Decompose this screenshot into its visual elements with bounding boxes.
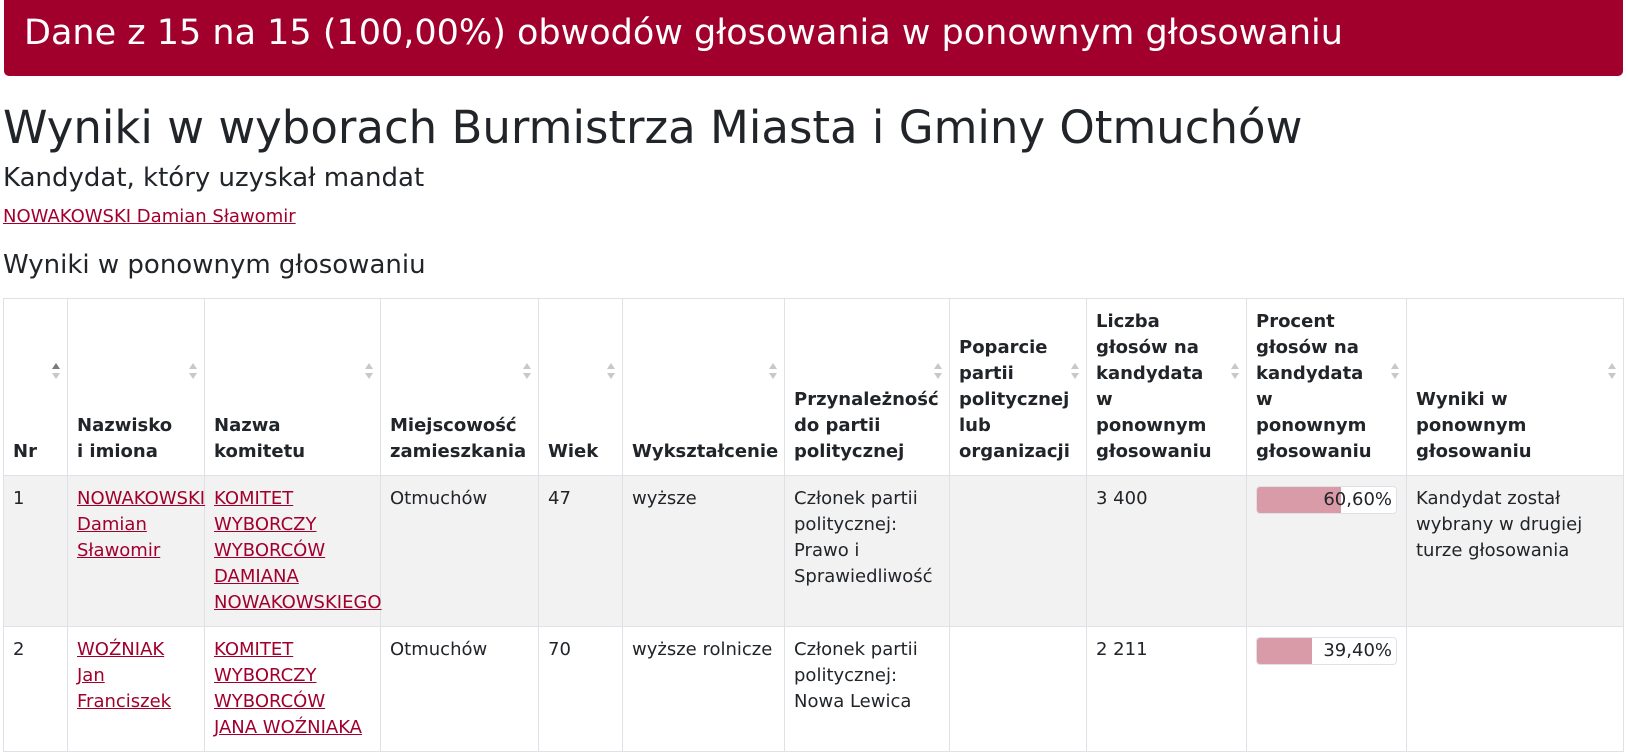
column-header-residence[interactable] [381,299,539,476]
sort-ascending-icon [52,363,60,381]
percent-progress-bar [1256,486,1397,514]
column-header-label: Nazwa komitetu [214,415,306,462]
column-header-age[interactable] [539,299,623,476]
cell-committee [205,627,381,752]
results-status-banner [4,0,1623,76]
column-header-committee[interactable] [205,299,381,476]
column-header-label: Wyniki w ponownym głosowaniu [1416,389,1532,462]
column-header-name[interactable] [68,299,205,476]
percent-progress-bar [1256,637,1397,665]
column-header-result[interactable] [1407,299,1624,476]
sort-icon [189,363,197,381]
column-header-label: Miejscowość zamieszkania [390,415,527,462]
cell-name [68,627,205,752]
cell-residence: Otmuchów [381,627,539,752]
column-header-label: Nazwisko i imiona [77,415,173,462]
candidate-link[interactable]: NOWAKOWSKI Damian Sławomir [77,488,206,561]
column-header-support[interactable] [950,299,1087,476]
committee-link[interactable]: KOMITET WYBORCZY WYBORCÓW DAMIANA NOWAKOWSKIEGO [214,488,382,613]
column-header-percent[interactable] [1247,299,1407,476]
column-header-label: Poparcie partii politycznej lub organizacji [959,337,1070,462]
table-row [4,476,1624,627]
sort-icon [1391,363,1399,381]
sort-icon [1071,363,1079,381]
candidate-link[interactable]: WOŹNIAK Jan Franciszek [77,639,172,712]
page-title: Wyniki w wyborach Burmistrza Miasta i Gminy Otmuchów [3,101,1303,154]
table-header-row [4,299,1624,476]
cell-votes: 2 211 [1087,627,1247,752]
cell-education: wyższe rolnicze [623,627,785,752]
sort-icon [365,363,373,381]
column-header-label: Wykształcenie [632,441,779,462]
committee-link[interactable]: KOMITET WYBORCZY WYBORCÓW JANA WOŹNIAKA [214,639,362,738]
column-header-votes[interactable] [1087,299,1247,476]
cell-party: Członek partii politycznej: Nowa Lewica [785,627,950,752]
cell-nr: 1 [4,476,68,627]
cell-nr: 2 [4,627,68,752]
cell-age: 47 [539,476,623,627]
sort-icon [934,363,942,381]
sort-icon [1231,363,1239,381]
cell-percent [1247,627,1407,752]
section-title: Wyniki w ponownym głosowaniu [3,250,426,280]
column-header-party[interactable] [785,299,950,476]
cell-name [68,476,205,627]
sort-icon [523,363,531,381]
cell-result: Kandydat został wybrany w drugiej turze głosowania [1407,476,1624,627]
elected-candidate-heading: Kandydat, który uzyskał mandat [3,163,425,193]
cell-education: wyższe [623,476,785,627]
cell-party: Członek partii politycznej: Prawo i Sprawiedliwość [785,476,950,627]
percent-label: 60,60% [1323,489,1392,510]
sort-icon [1608,363,1616,381]
banner-text: Dane z 15 na 15 (100,00%) obwodów głosowania w ponownym głosowaniu [24,13,1343,53]
table-row [4,627,1624,752]
cell-residence: Otmuchów [381,476,539,627]
sort-icon [769,363,777,381]
column-header-education[interactable] [623,299,785,476]
column-header-label: Nr [13,441,37,462]
column-header-label: Przynależność do partii politycznej [794,389,939,462]
cell-committee [205,476,381,627]
results-table [3,298,1624,752]
percent-label: 39,40% [1323,640,1392,661]
column-header-label: Liczba głosów na kandydata w ponownym głosowaniu [1096,311,1212,462]
cell-votes: 3 400 [1087,476,1247,627]
column-header-label: Wiek [548,441,599,462]
cell-support [950,476,1087,627]
cell-age: 70 [539,627,623,752]
column-header-label: Procent głosów na kandydata w ponownym głosowaniu [1256,311,1372,462]
cell-support [950,627,1087,752]
sort-icon [607,363,615,381]
cell-result [1407,627,1624,752]
elected-candidate-link[interactable]: NOWAKOWSKI Damian Sławomir [3,206,296,227]
percent-bar-fill [1257,638,1312,664]
cell-percent [1247,476,1407,627]
column-header-nr[interactable] [4,299,68,476]
